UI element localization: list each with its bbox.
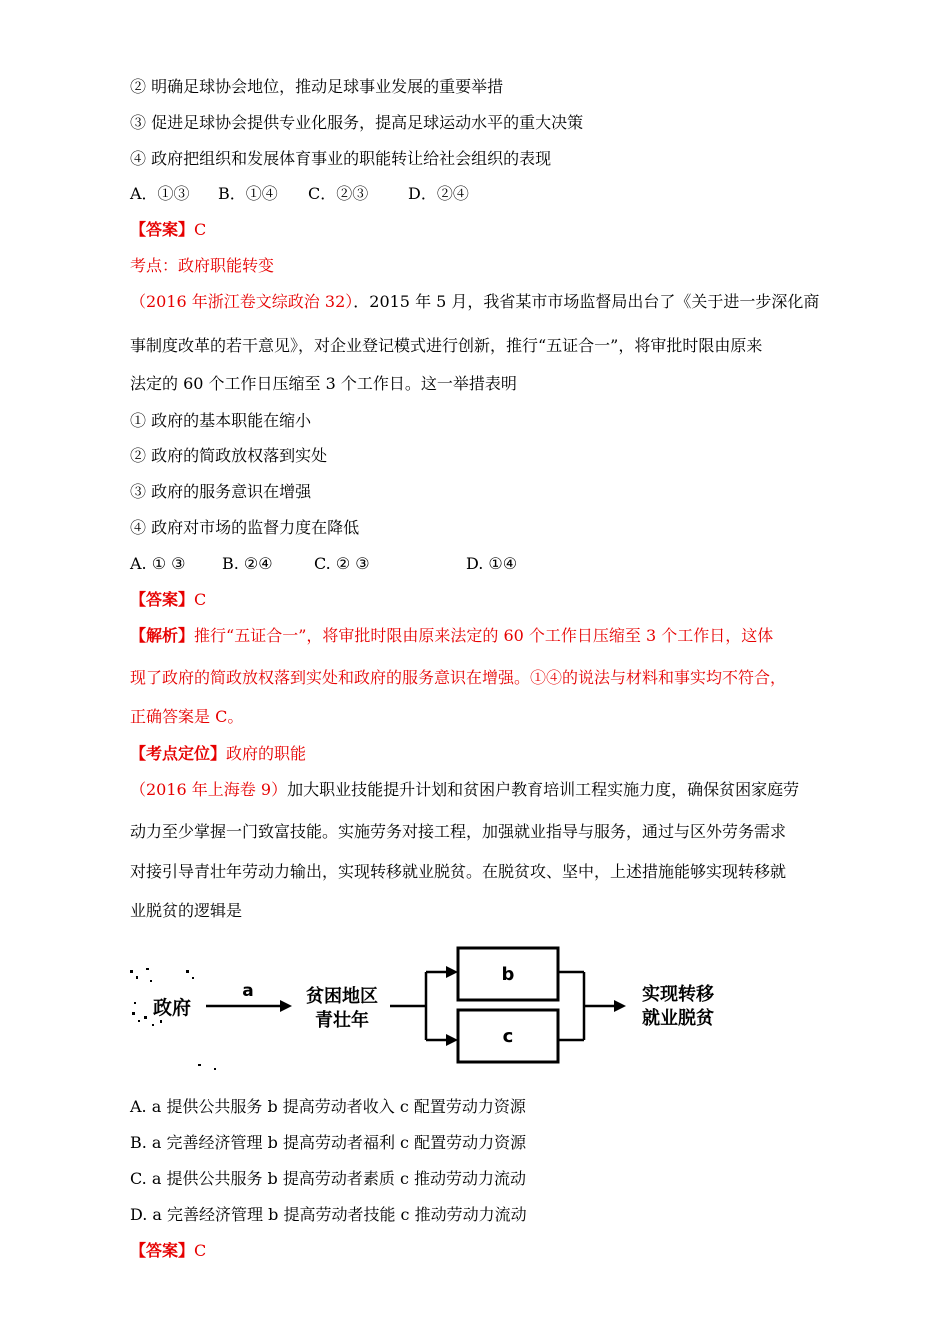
q3-stem-line-3: 对接引导青壮年劳动力输出，实现转移就业脱贫。在脱贫攻、坚中，上述措施能够实现转移就 — [130, 862, 787, 881]
diagram-middle-label-1: 贫困地区 — [306, 986, 378, 1007]
q1-option-b: B．①④ — [218, 184, 278, 203]
q2-locate — [130, 744, 830, 764]
q2-stem-line-3: 法定的 60 个工作日压缩至 3 个工作日。这一举措表明 — [130, 374, 517, 393]
answer-value: C — [194, 220, 207, 239]
q2-option-d: D. ①④ — [466, 554, 518, 573]
q2-answer — [130, 590, 830, 610]
q1-option-a: A．①③ — [130, 184, 190, 203]
arrow-c-head — [446, 1034, 458, 1046]
q3-stem-line-2: 动力至少掌握一门致富技能。实施劳务对接工程，加强就业指导与服务，通过与区外劳务需求 — [130, 822, 787, 841]
box-b-label: b — [501, 964, 515, 985]
q3-option-c: C. a 提供公共服务 b 提高劳动者素质 c 推动劳动力流动 — [130, 1169, 527, 1188]
arrow-a-head — [280, 1000, 292, 1012]
arrow-out-head — [614, 1000, 626, 1012]
arrow-a-label: a — [242, 981, 254, 1001]
q1-item-3: ③ 促进足球协会提供专业化服务，提高足球运动水平的重大决策 — [130, 113, 584, 132]
q2-item-3: ③ 政府的服务意识在增强 — [130, 482, 312, 501]
q1-options — [130, 184, 830, 204]
analysis-text-1: 推行“五证合一”，将审批时限由原来法定的 60 个工作日压缩至 3 个工作日，这体 — [194, 626, 774, 645]
q2-option-a: A. ① ③ — [130, 554, 186, 573]
q3-option-a: A. a 提供公共服务 b 提高劳动者收入 c 配置劳动力资源 — [130, 1097, 526, 1116]
q2-analysis-line-1 — [130, 626, 830, 646]
q2-source: （2016 年浙江卷文综政治 32） — [130, 292, 354, 311]
q3-stem-line-4: 业脱贫的逻辑是 — [130, 901, 243, 920]
diagram-right-label-1: 实现转移 — [642, 984, 714, 1005]
analysis-tag: 【解析】 — [130, 626, 195, 645]
q2-option-b: B. ②④ — [222, 554, 273, 573]
arrow-b-head — [446, 966, 458, 978]
q2-stem-line-2: 事制度改革的若干意见》，对企业登记模式进行创新，推行“五证合一”，将审批时限由原来 — [130, 336, 763, 355]
q1-option-d: D．②④ — [408, 184, 469, 203]
answer-tag: 【答案】 — [130, 590, 195, 609]
q3-stem-1: 加大职业技能提升计划和贫困户教育培训工程实施力度，确保贫困家庭劳 — [287, 780, 800, 799]
q2-analysis-line-2: 现了政府的简政放权落到实处和政府的服务意识在增强。①④的说法与材料和事实均不符合， — [130, 668, 787, 687]
q1-answer — [130, 220, 830, 240]
answer-value: C — [194, 590, 207, 609]
scan-noise — [130, 968, 216, 1070]
q1-kaodian: 考点：政府职能转变 — [130, 256, 275, 275]
locate-tag: 【考点定位】 — [130, 744, 227, 763]
q2-analysis-line-3: 正确答案是 C。 — [130, 707, 244, 726]
answer-tag: 【答案】 — [130, 1241, 195, 1260]
q2-stem-1: ．2015 年 5 月，我省某市市场监督局出台了《关于进一步深化商 — [353, 292, 820, 311]
diagram-right-label-2: 就业脱贫 — [642, 1008, 714, 1029]
q3-option-d: D. a 完善经济管理 b 提高劳动者技能 c 推动劳动力流动 — [130, 1205, 527, 1224]
flow-diagram — [128, 940, 728, 1075]
q3-stem-line-1 — [130, 780, 830, 800]
diagram-left-label: 政府 — [152, 997, 192, 1019]
q3-answer — [130, 1241, 830, 1261]
q3-source: （2016 年上海卷 9） — [130, 780, 288, 799]
q2-item-1: ① 政府的基本职能在缩小 — [130, 411, 312, 430]
q2-stem-line-1 — [130, 292, 830, 312]
q1-item-2: ② 明确足球协会地位，推动足球事业发展的重要举措 — [130, 77, 504, 96]
answer-value: C — [194, 1241, 207, 1260]
q2-options — [130, 554, 830, 574]
q2-item-4: ④ 政府对市场的监督力度在降低 — [130, 518, 360, 537]
box-c-label: c — [502, 1026, 514, 1047]
q3-option-b: B. a 完善经济管理 b 提高劳动者福利 c 配置劳动力资源 — [130, 1133, 527, 1152]
answer-tag: 【答案】 — [130, 220, 195, 239]
q2-option-c: C. ② ③ — [314, 554, 370, 573]
diagram-middle-label-2: 青壮年 — [315, 1010, 369, 1031]
q2-item-2: ② 政府的简政放权落到实处 — [130, 446, 328, 465]
q1-option-c: C．②③ — [308, 184, 369, 203]
locate-value: 政府的职能 — [226, 744, 307, 763]
q1-item-4: ④ 政府把组织和发展体育事业的职能转让给社会组织的表现 — [130, 149, 552, 168]
